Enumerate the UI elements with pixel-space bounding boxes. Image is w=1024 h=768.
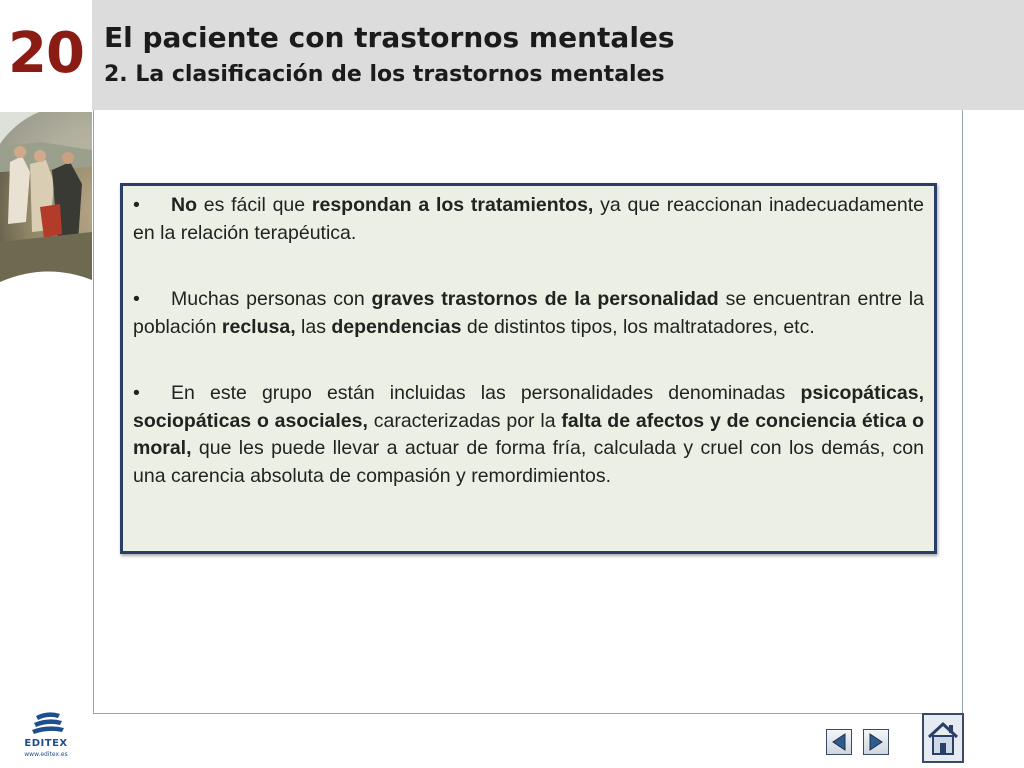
editex-logo-text: EDITEX <box>24 738 68 749</box>
slide-title: El paciente con trastornos mentales <box>104 21 675 54</box>
chapter-number: 20 <box>8 21 84 86</box>
editex-logo-mark-icon <box>16 710 76 740</box>
bullet-text: caracterizadas por la <box>367 409 562 432</box>
triangle-left-icon <box>827 730 851 754</box>
bullet-text: ya que reaccionan inadecuadamente en la relación terapéutica. <box>133 194 924 244</box>
bullet-text: las <box>295 315 332 338</box>
chapter-box <box>0 0 92 110</box>
bullet-text: se encuentran entre la población <box>133 288 924 338</box>
bullet-marker: • <box>133 288 140 310</box>
painting-thumbnail-icon <box>0 112 92 292</box>
bullet-text-bold: graves trastornos de la personalidad <box>371 288 719 310</box>
home-button[interactable] <box>922 713 964 763</box>
bullet-item <box>133 286 924 341</box>
house-icon <box>924 715 962 761</box>
bullet-text-bold: falta de afectos y de conciencia ética o moral, <box>133 409 924 459</box>
bullet-text-bold: No <box>171 194 197 216</box>
bullet-item <box>133 380 924 490</box>
slide-subtitle: 2. La clasificación de los trastornos mentales <box>104 62 665 87</box>
bullet-item <box>133 192 924 247</box>
editex-logo-url: www.editex.es <box>24 751 68 758</box>
bullet-marker: • <box>133 382 140 404</box>
bullet-text-bold: respondan a los tratamientos, <box>311 194 594 216</box>
triangle-right-icon <box>864 730 888 754</box>
editex-logo <box>16 710 76 760</box>
content-text-box <box>120 183 937 554</box>
bullet-text: es fácil que <box>197 194 312 216</box>
bullet-text: que les puede llevar a actuar de forma fría, calculada y cruel con los demás, con una carencia absoluta de compasión y remordimientos. <box>133 437 924 487</box>
bullet-text-bold: dependencias <box>331 315 462 338</box>
bullet-text-bold: reclusa, <box>221 315 296 338</box>
bullet-text-bold: psicopáticas, sociopáticas o asociales, <box>133 382 924 432</box>
next-slide-button[interactable] <box>863 729 889 755</box>
bullet-text: Muchas personas con <box>171 288 372 310</box>
previous-slide-button[interactable] <box>826 729 852 755</box>
bullet-marker: • <box>133 194 140 216</box>
bullet-text: En este grupo están incluidas las personalidades denominadas <box>171 382 801 404</box>
bullet-text: de distintos tipos, los maltratadores, etc. <box>461 315 815 338</box>
